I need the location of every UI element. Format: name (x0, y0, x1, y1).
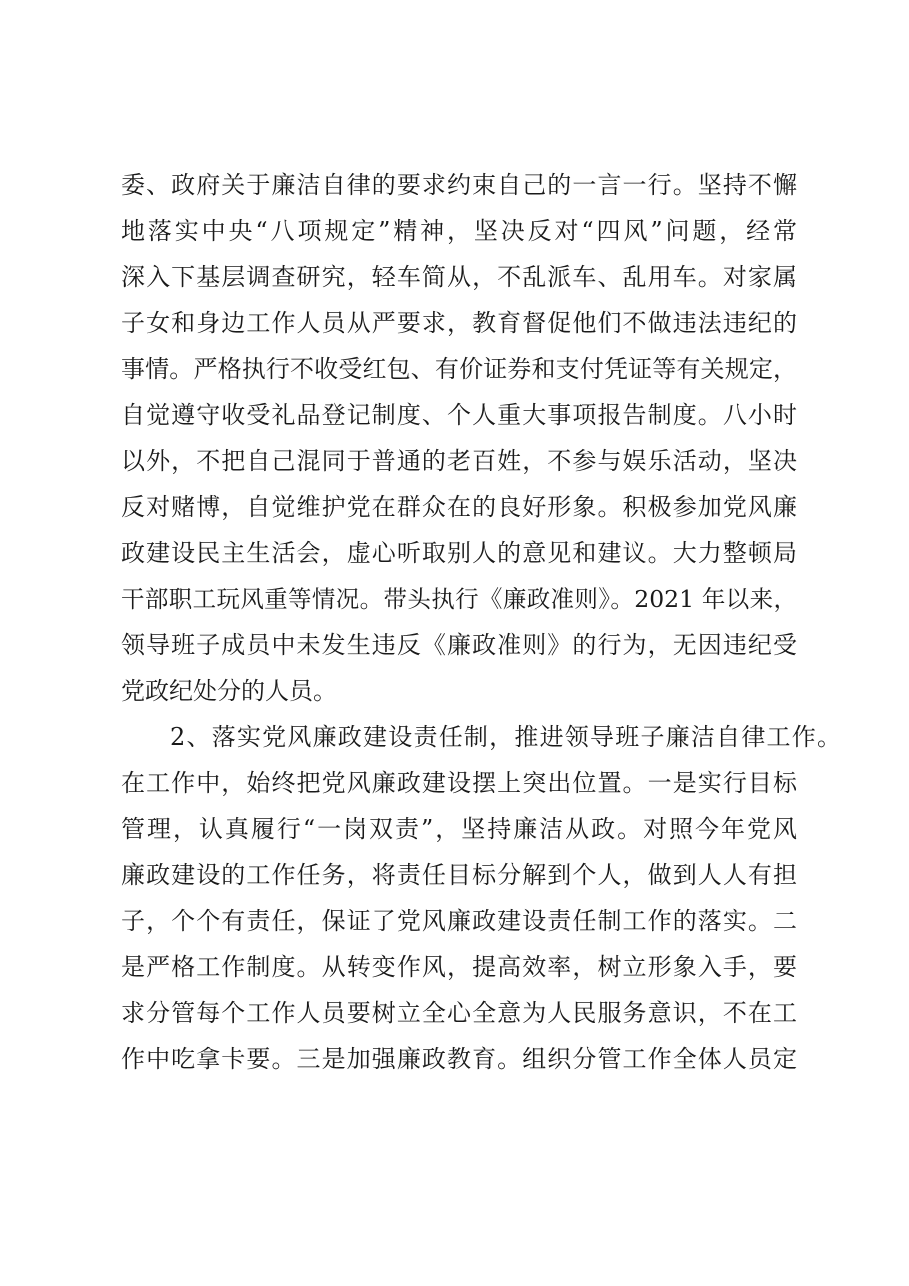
paragraph-1-line-11: 领导班子成员中未发生违反《廉政准则》的行为，无因违纪受 (121, 631, 797, 659)
paragraph-2-line-4: 廉政建设的工作任务，将责任目标分解到个人，做到人人有担 (121, 861, 797, 889)
paragraph-2-line-2: 在工作中，始终把党风廉政建设摆上突出位置。一是实行目标 (121, 769, 797, 797)
paragraph-1-line-10: 干部职工玩风重等情况。带头执行《廉政准则》。2021 年以来， (121, 585, 797, 613)
paragraph-1-line-4: 子女和身边工作人员从严要求，教育督促他们不做违法违纪的 (121, 309, 797, 337)
paragraph-1-line-1: 委、政府关于廉洁自律的要求约束自己的一言一行。坚持不懈 (121, 171, 797, 199)
paragraph-2-line-3: 管理，认真履行“一岗双责”，坚持廉洁从政。对照今年党风 (121, 815, 797, 843)
paragraph-1-line-12: 党政纪处分的人员。 (121, 677, 337, 705)
paragraph-1-line-6: 自觉遵守收受礼品登记制度、个人重大事项报告制度。八小时 (121, 401, 797, 429)
paragraph-2-line-6: 是严格工作制度。从转变作风，提高效率，树立形象入手，要 (121, 953, 797, 981)
paragraph-1-line-7: 以外，不把自己混同于普通的老百姓，不参与娱乐活动，坚决 (121, 447, 797, 475)
paragraph-1-line-5: 事情。严格执行不收受红包、有价证券和支付凭证等有关规定， (121, 355, 797, 383)
paragraph-1-line-2: 地落实中央“八项规定”精神，坚决反对“四风”问题，经常 (121, 217, 797, 245)
paragraph-1-line-8: 反对赌博，自觉维护党在群众在的良好形象。积极参加党风廉 (121, 493, 797, 521)
paragraph-2-line-7: 求分管每个工作人员要树立全心全意为人民服务意识，不在工 (121, 999, 797, 1027)
paragraph-1-line-9: 政建设民主生活会，虚心听取别人的意见和建议。大力整顿局 (121, 539, 797, 567)
paragraph-2-line-8: 作中吃拿卡要。三是加强廉政教育。组织分管工作全体人员定 (121, 1045, 797, 1073)
paragraph-2-line-5: 子，个个有责任，保证了党风廉政建设责任制工作的落实。二 (121, 907, 797, 935)
paragraph-2-line-1: 2、落实党风廉政建设责任制，推进领导班子廉洁自律工作。 (170, 723, 841, 751)
paragraph-1-line-3: 深入下基层调查研究，轻车简从，不乱派车、乱用车。对家属 (121, 263, 797, 291)
